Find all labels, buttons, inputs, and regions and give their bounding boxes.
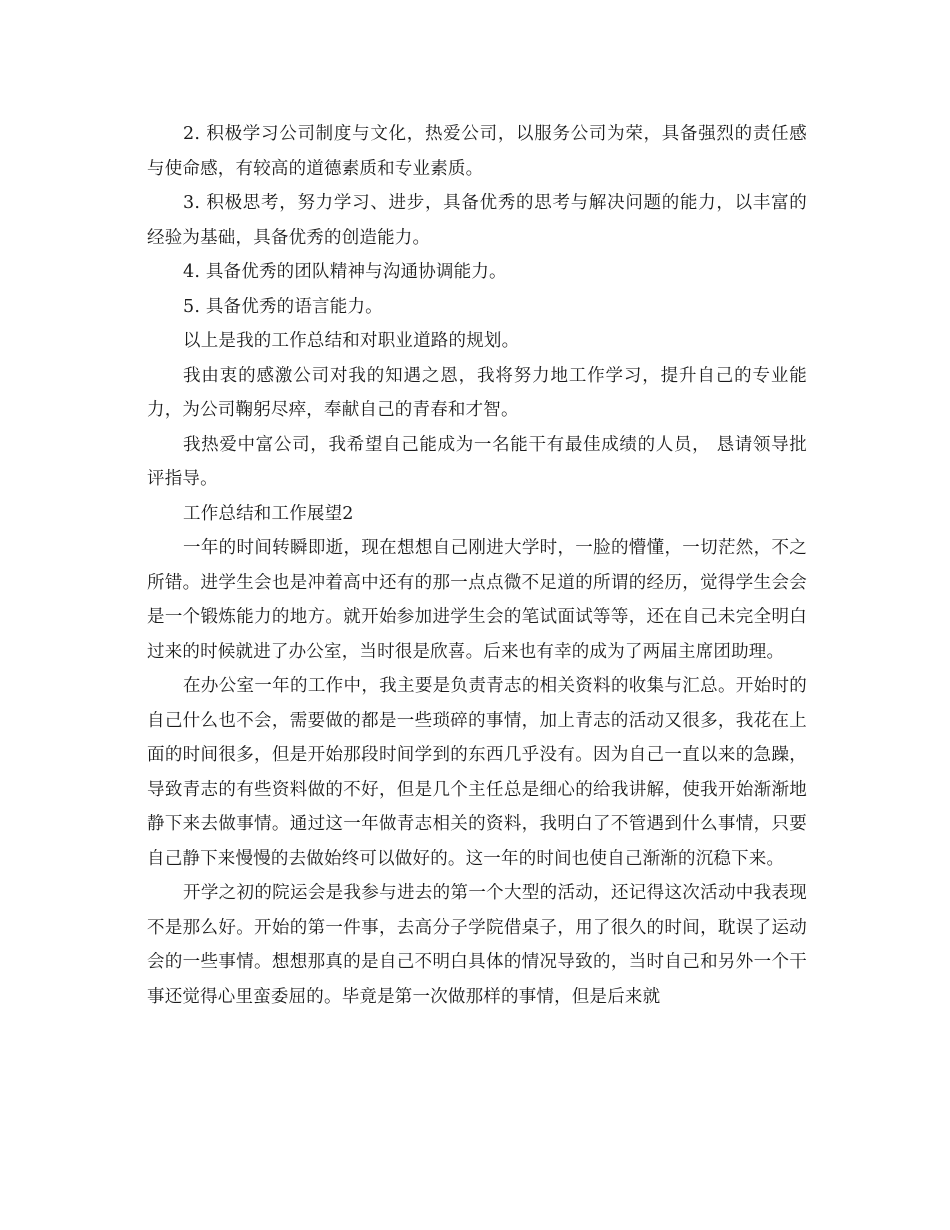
paragraph-item-3: 3. 积极思考，努力学习、进步，具备优秀的思考与解决问题的能力，以丰富的经验为基础，具备优秀的创造能力。 [147,193,807,248]
paragraph-first-year: 一年的时间转瞬即逝，现在想想自己刚进大学时，一脸的懵懂，一切茫然，不之所错。进学生会也是冲着高中还有的那一点点微不足道的所谓的经历，觉得学生会会是一个锻炼能力的地方。就开始参加进学生会的笔试面试等等，还在自己未完全明白过来的时候就进了办公室，当时很是欣喜。后来也有幸的成为了两届主席团助理。 [147,538,807,662]
paragraph-item-2: 2. 积极学习公司制度与文化，热爱公司，以服务公司为荣，具备强烈的责任感与使命感，有较高的道德素质和专业素质。 [147,124,807,179]
paragraph-request-guidance: 我热爱中富公司，我希望自己能成为一名能干有最佳成绩的人员， 恳请领导批评指导。 [147,434,807,489]
section-heading: 工作总结和工作展望2 [183,503,354,524]
paragraph-item-4: 4. 具备优秀的团队精神与沟通协调能力。 [183,262,507,282]
paragraph-summary-closing: 以上是我的工作总结和对职业道路的规划。 [183,331,520,351]
paragraph-sports-meet: 开学之初的院运会是我参与进去的第一个大型的活动，还记得这次活动中我表现不是那么好。开始的第一件事，去高分子学院借桌子，用了很久的时间，耽误了运动会的一些事情。想想那真的是自己不明白具体的情况导致的，当时自己和另外一个干事还觉得心里蛮委屈的。毕竟是第一次做那样的事情，但是后来就 [147,883,807,1007]
paragraph-gratitude: 我由衷的感激公司对我的知遇之恩，我将努力地工作学习，提升自己的专业能力，为公司鞠躬尽瘁，奉献自己的青春和才智。 [147,365,807,420]
paragraph-item-5: 5. 具备优秀的语言能力。 [183,296,383,317]
paragraph-office-work: 在办公室一年的工作中，我主要是负责青志的相关资料的收集与汇总。开始时的自己什么也不会，需要做的都是一些琐碎的事情，加上青志的活动又很多，我花在上面的时间很多，但是开始那段时间学到的东西几乎没有。因为自己一直以来的急躁，导致青志的有些资料做的不好，但是几个主任总是细心的给我讲解，使我开始渐渐地静下来去做事情。通过这一年做青志相关的资料，我明白了不管遇到什么事情，只要自己静下来慢慢的去做始终可以做好的。这一年的时间也使自己渐渐的沉稳下来。 [147,676,807,869]
document-body [147,117,807,1014]
